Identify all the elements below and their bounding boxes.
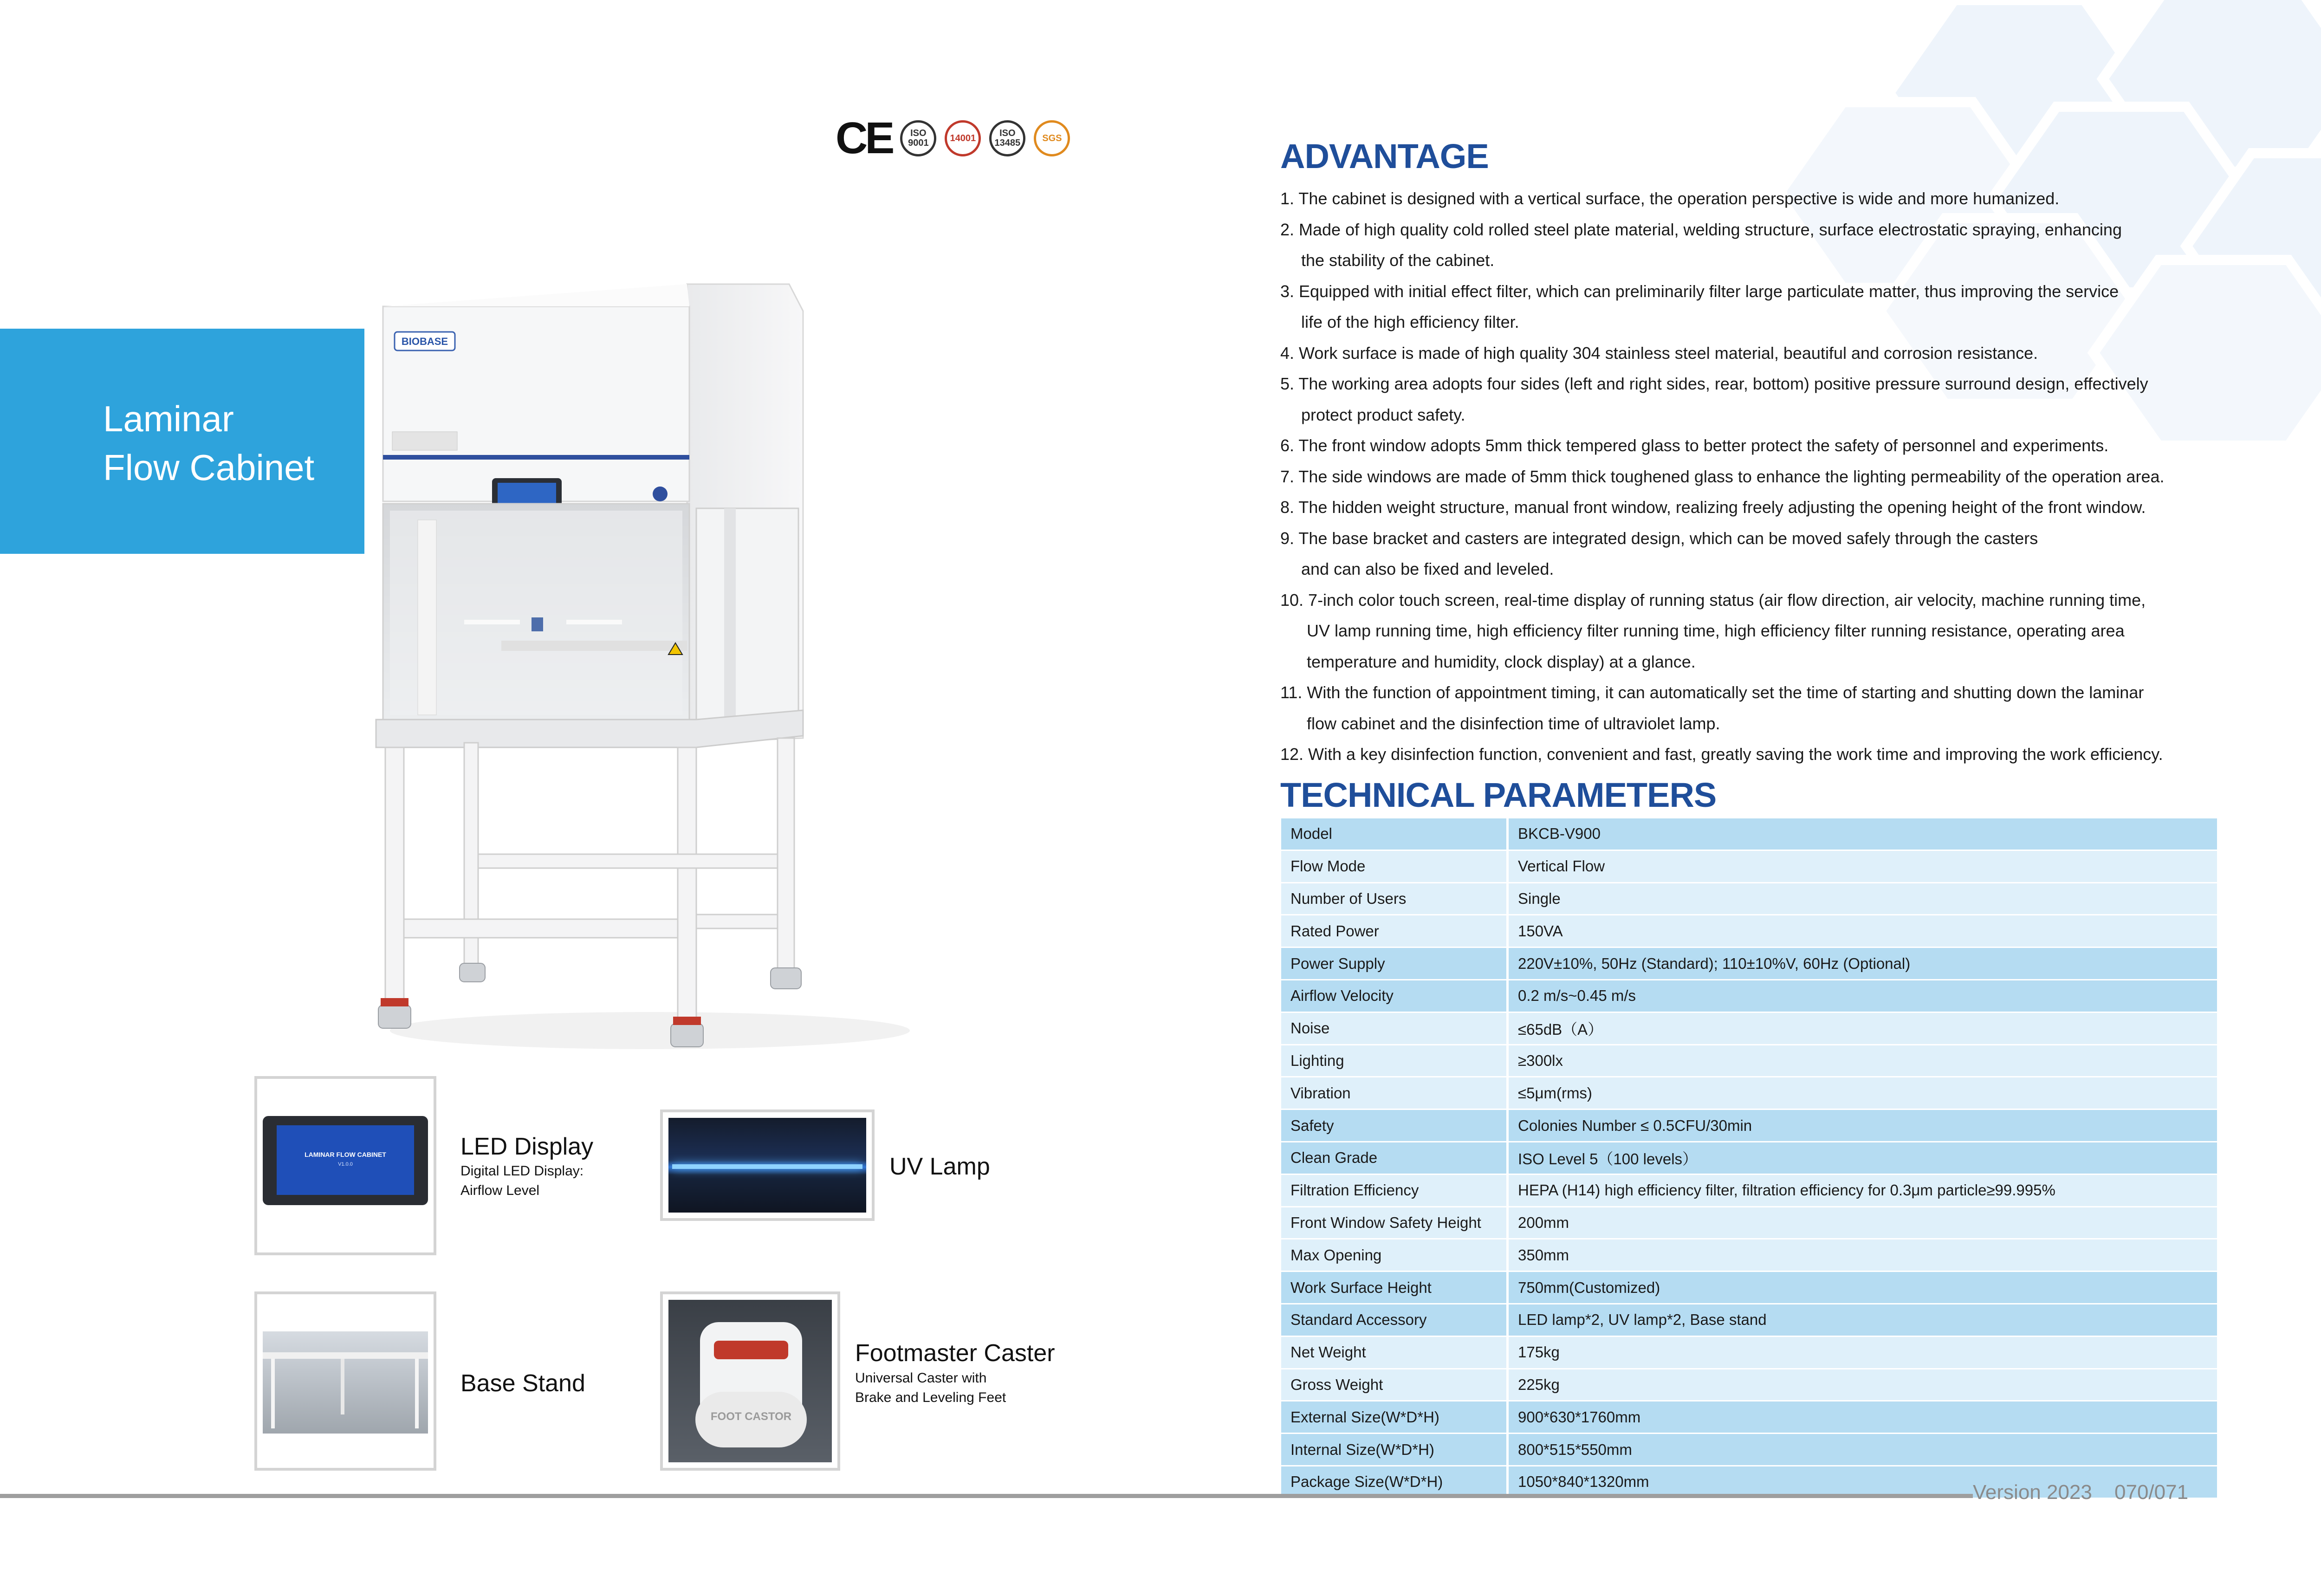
parameter-label: Power Supply [1281,947,1508,980]
table-row [1281,1369,2217,1401]
page-title-line-1: Laminar [103,398,234,439]
parameter-label: Max Opening [1281,1239,1508,1272]
parameter-label: Lighting [1281,1045,1508,1077]
parameter-value: 900*630*1760mm [1508,1401,2217,1434]
footmaster-caster-subtitle-2: Brake and Leveling Feet [855,1390,1006,1405]
page-numbers: 070/071 [2114,1481,2189,1504]
advantage-item-8: 8. The hidden weight structure, manual front window, realizing freely adjusting the opening height of the front window. [1280,498,2146,517]
table-row [1281,1207,2217,1239]
parameter-label: Front Window Safety Height [1281,1207,1508,1239]
parameter-label: External Size(W*D*H) [1281,1401,1508,1434]
parameter-label: Internal Size(W*D*H) [1281,1434,1508,1466]
uv-lamp-thumbnail [660,1109,875,1221]
title-banner [0,329,364,554]
parameter-value: Vertical Flow [1508,850,2217,882]
parameter-label: Work Surface Height [1281,1272,1508,1304]
table-row [1281,980,2217,1012]
table-row [1281,1401,2217,1434]
led-screen-version: V1.0.0 [338,1161,353,1167]
parameter-label: Safety [1281,1109,1508,1142]
table-row [1281,1304,2217,1336]
led-display-thumbnail [254,1076,436,1255]
parameter-value: Single [1508,882,2217,915]
parameter-value: 800*515*550mm [1508,1434,2217,1466]
advantage-item-4: 4. Work surface is made of high quality 304 stainless steel material, beautiful and corrosion resistance. [1280,343,2038,363]
laminar-flow-cabinet-illustration [325,274,1021,1063]
parameter-value: 150VA [1508,915,2217,947]
ce-mark-icon: CE [836,113,892,163]
table-row [1281,1109,2217,1142]
parameter-value: 200mm [1508,1207,2217,1239]
led-display-title: LED Display [460,1133,594,1160]
table-row [1281,1012,2217,1045]
parameter-value: ≥300lx [1508,1045,2217,1077]
advantage-item-12: 12. With a key disinfection function, convenient and fast, greatly saving the work time and improving the work efficiency. [1280,745,2163,764]
parameter-label: Noise [1281,1012,1508,1045]
table-row [1281,1142,2217,1174]
parameter-value: BKCB-V900 [1508,818,2217,850]
parameter-label: Vibration [1281,1077,1508,1109]
iso-14001-icon: 14001 [945,120,981,156]
parameter-label: Gross Weight [1281,1369,1508,1401]
advantage-item-6: 6. The front window adopts 5mm thick tempered glass to better protect the safety of personnel and experiments. [1280,436,2109,455]
table-row [1281,850,2217,882]
biobase-badge-label: BIOBASE [401,336,448,347]
advantage-heading: ADVANTAGE [1280,137,1489,175]
parameter-value: 750mm(Customized) [1508,1272,2217,1304]
iso-9001-icon: ISO 9001 [900,120,936,156]
parameter-value: 0.2 m/s~0.45 m/s [1508,980,2217,1012]
table-row [1281,1239,2217,1272]
parameter-value: 350mm [1508,1239,2217,1272]
iso-13485-icon: ISO 13485 [989,120,1025,156]
parameter-value: ≤65dB（A） [1508,1012,2217,1045]
parameter-label: Filtration Efficiency [1281,1174,1508,1207]
parameter-value: 220V±10%, 50Hz (Standard); 110±10%V, 60Hz (Optional) [1508,947,2217,980]
advantage-item-1: 1. The cabinet is designed with a vertical surface, the operation perspective is wide and more humanized. [1280,189,2060,208]
footer-divider [0,1494,1973,1498]
parameter-value: LED lamp*2, UV lamp*2, Base stand [1508,1304,2217,1336]
advantage-item-5: 5. The working area adopts four sides (left and right sides, rear, bottom) positive pressure surround design, effectively protect product safety. [1280,374,2148,424]
led-screen-label: LAMINAR FLOW CABINET [305,1151,386,1158]
advantage-item-3: 3. Equipped with initial effect filter, which can preliminarily filter large particulate matter, thus improving the service life of the high efficiency filter. [1280,281,2119,331]
parameter-value: HEPA (H14) high efficiency filter, filtration efficiency for 0.3μm particle≥99.995% [1508,1174,2217,1207]
parameter-value: Colonies Number ≤ 0.5CFU/30min [1508,1109,2217,1142]
table-row [1281,1077,2217,1109]
version-label: Version 2023 [1973,1481,2092,1504]
table-row [1281,882,2217,915]
parameter-value: 175kg [1508,1336,2217,1369]
technical-parameters-table [1281,818,2217,1499]
advantage-item-9: 9. The base bracket and casters are integrated design, which can be moved safely through the casters and can also be fixed and leveled. [1280,528,2038,578]
parameter-value: 1050*840*1320mm [1508,1466,2217,1498]
advantage-list [1280,183,2237,770]
parameter-label: Number of Users [1281,882,1508,915]
base-stand-title: Base Stand [460,1370,585,1397]
base-stand-thumbnail [254,1291,436,1471]
table-row [1281,1045,2217,1077]
table-row [1281,1174,2217,1207]
table-row [1281,947,2217,980]
parameter-value: ISO Level 5（100 levels） [1508,1142,2217,1174]
parameter-value: ≤5μm(rms) [1508,1077,2217,1109]
advantage-item-7: 7. The side windows are made of 5mm thick toughened glass to enhance the lighting permeability of the operation area. [1280,467,2165,486]
parameter-label: Net Weight [1281,1336,1508,1369]
footmaster-caster-title: Footmaster Caster [855,1340,1055,1367]
advantage-item-2: 2. Made of high quality cold rolled steel plate material, welding structure, surface electrostatic spraying, enhancing the stability of the cabinet. [1280,220,2122,270]
parameter-label: Flow Mode [1281,850,1508,882]
parameter-label: Standard Accessory [1281,1304,1508,1336]
table-row [1281,818,2217,850]
led-display-subtitle-1: Digital LED Display: [460,1163,584,1179]
parameter-label: Clean Grade [1281,1142,1508,1174]
uv-lamp-title: UV Lamp [889,1153,990,1180]
table-row [1281,1272,2217,1304]
led-display-subtitle-2: Airflow Level [460,1183,540,1198]
advantage-item-10: 10. 7-inch color touch screen, real-time display of running status (air flow direction, air velocity, machine running time, UV lamp running time, high efficiency filter running time, high efficiency filter running resistance, operating area temperature and humidity, clock display) at a glance. [1280,590,2146,671]
technical-parameters-heading: TECHNICAL PARAMETERS [1280,776,1717,814]
parameter-label: Model [1281,818,1508,850]
parameter-label: Package Size(W*D*H) [1281,1466,1508,1498]
footmaster-caster-thumbnail [660,1291,840,1471]
table-row [1281,915,2217,947]
parameter-label: Airflow Velocity [1281,980,1508,1012]
table-row [1281,1434,2217,1466]
parameter-label: Rated Power [1281,915,1508,947]
footmaster-caster-subtitle-1: Universal Caster with [855,1370,987,1386]
parameter-value: 225kg [1508,1369,2217,1401]
caster-wheel-text: FOOT CASTOR [710,1410,792,1423]
table-row [1281,1336,2217,1369]
page-title-line-2: Flow Cabinet [103,447,315,488]
certification-logos [836,113,1070,163]
advantage-item-11: 11. With the function of appointment timing, it can automatically set the time of starting and shutting down the laminar flow cabinet and the disinfection time of ultraviolet lamp. [1280,683,2144,733]
sgs-icon: SGS [1034,120,1070,156]
